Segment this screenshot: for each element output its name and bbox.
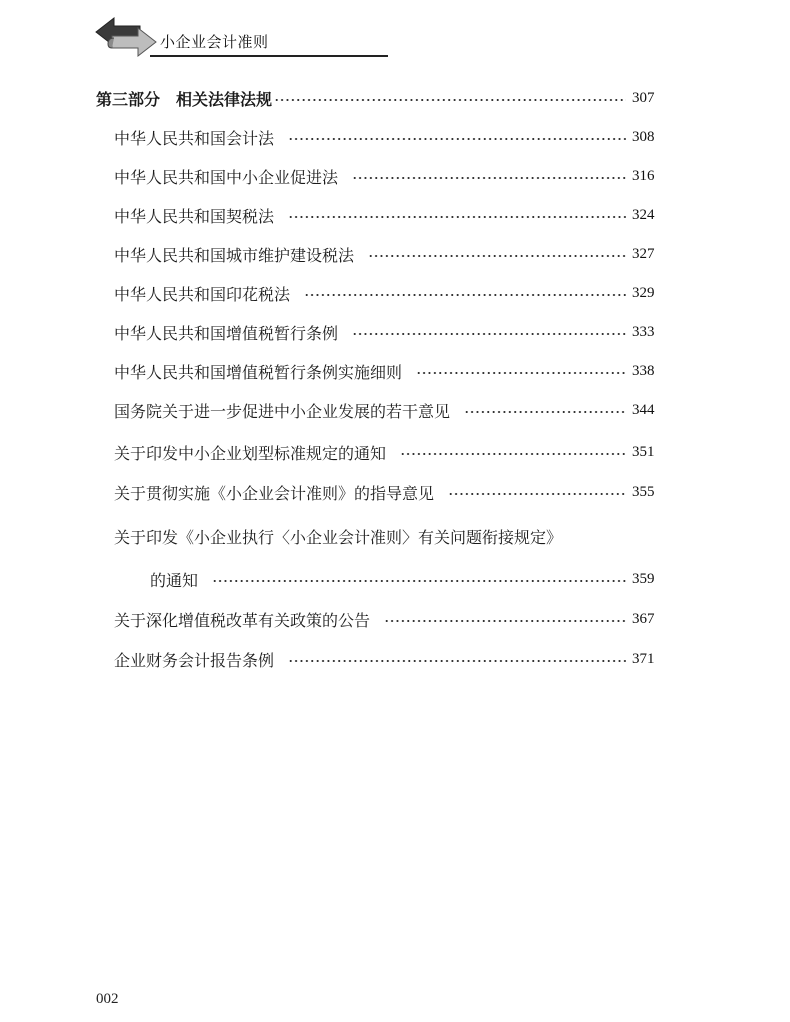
toc-entry-title: 中华人民共和国增值税暂行条例	[114, 323, 339, 343]
toc-entry[interactable]	[0, 281, 790, 305]
toc-page-number: 371	[632, 650, 655, 667]
dot-leader	[352, 333, 626, 335]
toc-entry-title: 中华人民共和国城市维护建设税法	[114, 245, 355, 265]
toc-entry-title: 中华人民共和国契税法	[114, 206, 275, 226]
toc-page-number: 308	[632, 128, 655, 145]
dot-leader	[274, 99, 626, 101]
toc-page-number: 307	[632, 89, 655, 106]
toc-entry[interactable]	[0, 242, 790, 266]
dot-leader	[288, 660, 626, 662]
toc-page-number: 324	[632, 206, 655, 223]
dot-leader	[212, 580, 626, 582]
running-header	[94, 14, 304, 58]
header-rule	[150, 55, 388, 57]
toc-entry[interactable]	[0, 647, 790, 671]
toc-page-number: 327	[632, 245, 655, 262]
dot-leader	[416, 372, 626, 374]
toc-page-number: 344	[632, 401, 655, 418]
toc-page-number: 355	[632, 483, 655, 500]
toc-page-number: 367	[632, 610, 655, 627]
toc-page-number: 316	[632, 167, 655, 184]
toc-entry[interactable]	[0, 607, 790, 631]
dot-leader	[464, 411, 626, 413]
toc-entry-title-line2: 的通知	[150, 570, 199, 590]
toc-entry-title: 企业财务会计报告条例	[114, 650, 275, 670]
toc-entry-title: 中华人民共和国增值税暂行条例实施细则	[114, 362, 403, 382]
toc-entry-continuation[interactable]	[0, 567, 790, 591]
double-arrow-icon	[94, 14, 158, 58]
folio-page-number: 002	[96, 991, 119, 1007]
toc-entry[interactable]	[0, 320, 790, 344]
toc-entry-title: 关于贯彻实施《小企业会计准则》的指导意见	[114, 483, 435, 503]
toc-entry[interactable]	[0, 440, 790, 464]
dot-leader	[368, 255, 626, 257]
dot-leader	[304, 294, 626, 296]
toc-page-number: 329	[632, 284, 655, 301]
dot-leader	[288, 138, 626, 140]
toc-entry[interactable]	[0, 203, 790, 227]
dot-leader	[288, 216, 626, 218]
toc-page-number: 351	[632, 443, 655, 460]
dot-leader	[400, 453, 626, 455]
toc-entry-title: 关于深化增值税改革有关政策的公告	[114, 610, 371, 630]
toc-entry-title: 国务院关于进一步促进中小企业发展的若干意见	[114, 401, 451, 421]
toc-entry[interactable]	[0, 398, 790, 422]
toc-entry[interactable]	[0, 480, 790, 504]
toc-entry-title: 中华人民共和国印花税法	[114, 284, 291, 304]
toc-entry[interactable]	[0, 359, 790, 383]
toc-entry[interactable]	[0, 125, 790, 149]
toc-page-number: 359	[632, 570, 655, 587]
toc-page-number: 338	[632, 362, 655, 379]
toc-entry[interactable]	[0, 164, 790, 188]
dot-leader	[352, 177, 626, 179]
toc-page-number: 333	[632, 323, 655, 340]
dot-leader	[384, 620, 626, 622]
dot-leader	[448, 493, 626, 495]
toc-section-title: 第三部分 相关法律法规	[96, 89, 273, 109]
toc-entry-multiline[interactable]	[0, 524, 790, 548]
toc-section[interactable]	[0, 86, 790, 110]
toc-entry-title: 中华人民共和国会计法	[114, 128, 275, 148]
toc-entry-title-line1: 关于印发《小企业执行〈小企业会计准则〉有关问题衔接规定》	[114, 527, 563, 547]
toc-entry-title: 关于印发中小企业划型标准规定的通知	[114, 443, 387, 463]
toc-entry-title: 中华人民共和国中小企业促进法	[114, 167, 339, 187]
book-title: 小企业会计准则	[160, 33, 269, 51]
